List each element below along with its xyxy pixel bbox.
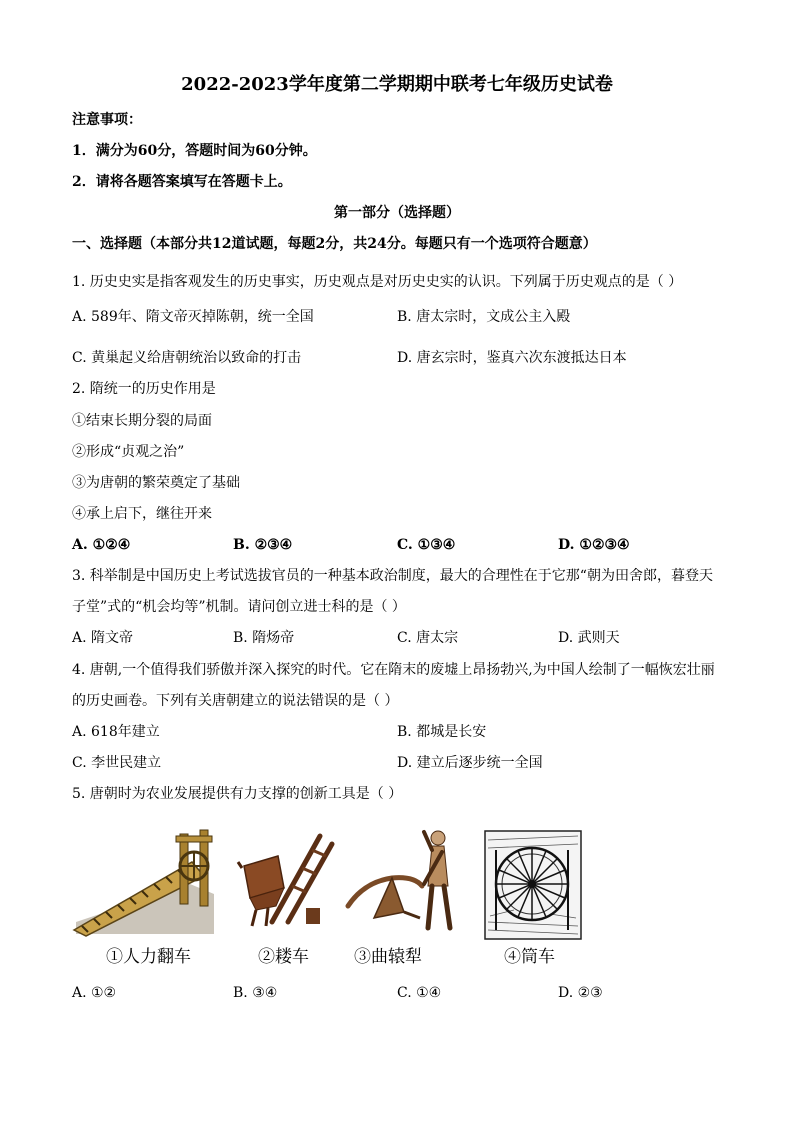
option-c: C. 李世民建立: [72, 755, 162, 771]
notes-heading: 注意事项：: [72, 112, 142, 128]
option-c: C. 黄巢起义给唐朝统治以致命的打击: [72, 350, 302, 366]
option-b: B. 唐太宗时，文成公主入殿: [397, 309, 571, 325]
note-item: 1．满分为60分，答题时间为60分钟。: [72, 143, 317, 159]
option-b: B. ③④: [233, 985, 278, 1001]
question-stem: 3. 科举制是中国历史上考试选拔官员的一种基本政治制度，最大的合理性在于它那“朝为田舍郎，暮登天: [72, 568, 713, 584]
statement-item: ①结束长期分裂的局面: [72, 413, 212, 429]
option-a: A. 589年、隋文帝灭掉陈朝，统一全国: [72, 309, 314, 325]
seed-drill-image: [236, 826, 336, 928]
option-c: C. ①③④: [397, 537, 456, 553]
option-b: B. 都城是长安: [397, 724, 487, 740]
figure-caption: ②耧车: [258, 947, 309, 967]
question-stem: 5. 唐朝时为农业发展提供有力支撑的创新工具是（ ）: [72, 786, 403, 802]
option-b: B. ②③④: [233, 537, 293, 553]
tube-wheel-image: [484, 830, 582, 940]
question-stem-cont: 子堂”式的“机会均等”机制。请问创立进士科的是（ ）: [72, 599, 406, 615]
section-heading: 一、选择题（本部分共12道试题，每题2分，共24分。每题只有一个选项符合题意）: [72, 236, 597, 252]
figure-caption: ④筒车: [504, 947, 555, 967]
figure-caption: ③曲辕犁: [354, 947, 422, 967]
note-item: 2．请将各题答案填写在答题卡上。: [72, 174, 292, 190]
option-a: A. ①②: [72, 985, 117, 1001]
question-stem-cont: 的历史画卷。下列有关唐朝建立的说法错误的是（ ）: [72, 693, 399, 709]
option-d: D. 唐玄宗时，鉴真六次东渡抵达日本: [397, 350, 627, 366]
option-d: D. 建立后逐步统一全国: [397, 755, 543, 771]
part-heading: 第一部分（选择题）: [334, 205, 460, 221]
question-stem: 1. 历史史实是指客观发生的历史事实，历史观点是对历史史实的认识。下列属于历史观点的是（ ）: [72, 274, 683, 290]
option-d: D. 武则天: [558, 630, 620, 646]
option-c: C. ①④: [397, 985, 442, 1001]
question-stem: 2. 隋统一的历史作用是: [72, 381, 216, 397]
option-a: A. ①②④: [72, 537, 131, 553]
option-d: D. ①②③④: [558, 537, 630, 553]
option-b: B. 隋炀帝: [233, 630, 295, 646]
page-title: 2022-2023学年度第二学期期中联考七年级历史试卷: [181, 74, 613, 95]
curved-plow-image: [344, 826, 464, 932]
option-c: C. 唐太宗: [397, 630, 459, 646]
question-stem: 4. 唐朝,一个值得我们骄傲并深入探究的时代。它在隋末的废墟上昂扬勃兴,为中国人绘制了一幅恢宏壮丽: [72, 662, 715, 678]
statement-item: ②形成“贞观之治”: [72, 444, 185, 460]
statement-item: ③为唐朝的繁荣奠定了基础: [72, 475, 240, 491]
figure-caption: ①人力翻车: [106, 947, 191, 967]
option-a: A. 618年建立: [72, 724, 160, 740]
chain-pump-image: [72, 826, 214, 938]
option-d: D. ②③: [558, 985, 603, 1001]
option-a: A. 隋文帝: [72, 630, 134, 646]
statement-item: ④承上启下，继往开来: [72, 506, 212, 522]
